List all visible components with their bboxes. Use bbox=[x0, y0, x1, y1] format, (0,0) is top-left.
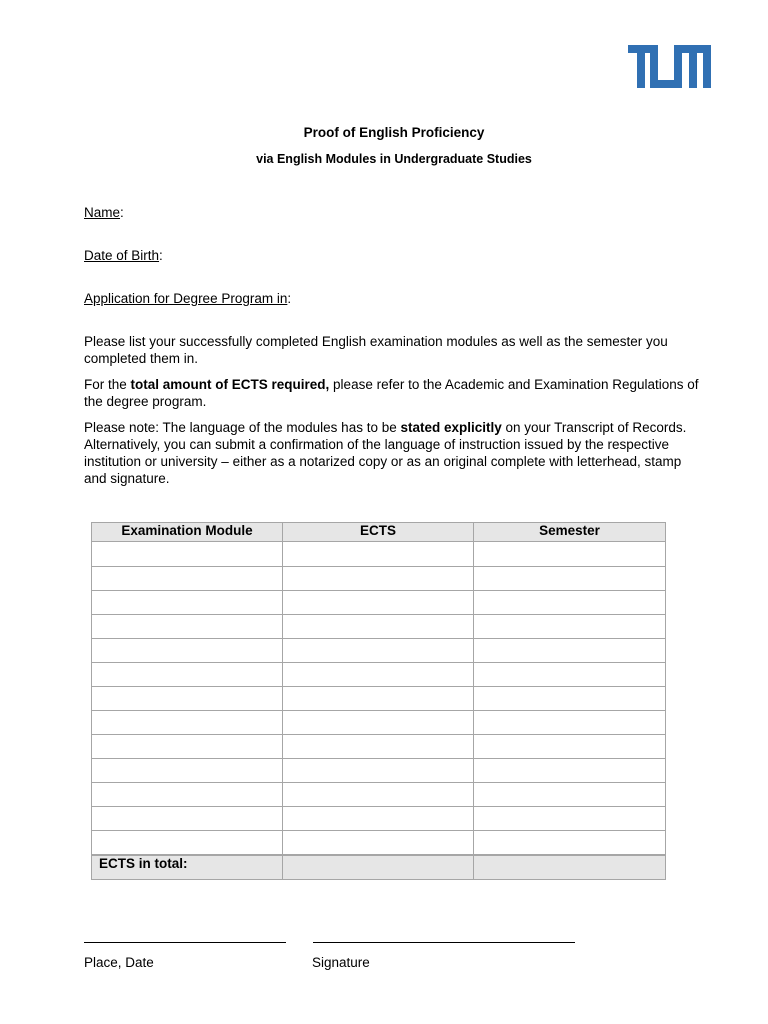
module-cell[interactable] bbox=[92, 567, 283, 591]
modules-table bbox=[91, 522, 666, 880]
header-semester: Semester bbox=[474, 523, 666, 542]
instructions-paragraph: Please list your successfully completed English examination modules as well as the semester you completed them in. bbox=[84, 334, 668, 366]
semester-cell[interactable] bbox=[474, 567, 666, 591]
dob-colon: : bbox=[159, 248, 163, 263]
language-note-prefix: Please note: The language of the modules has to be bbox=[84, 420, 401, 435]
semester-cell[interactable] bbox=[474, 542, 666, 567]
table-row bbox=[92, 639, 666, 663]
ects-cell[interactable] bbox=[283, 591, 474, 615]
semester-cell[interactable] bbox=[474, 639, 666, 663]
table-row bbox=[92, 711, 666, 735]
ects-cell[interactable] bbox=[283, 542, 474, 567]
semester-cell[interactable] bbox=[474, 663, 666, 687]
semester-cell[interactable] bbox=[474, 759, 666, 783]
table-row bbox=[92, 807, 666, 831]
signature-line[interactable] bbox=[313, 942, 575, 943]
ects-cell[interactable] bbox=[283, 783, 474, 807]
ects-cell[interactable] bbox=[283, 759, 474, 783]
semester-cell[interactable] bbox=[474, 711, 666, 735]
ects-cell[interactable] bbox=[283, 639, 474, 663]
ects-cell[interactable] bbox=[283, 735, 474, 759]
module-cell[interactable] bbox=[92, 542, 283, 567]
document-subtitle: via English Modules in Undergraduate Studies bbox=[256, 152, 532, 166]
semester-cell[interactable] bbox=[474, 735, 666, 759]
total-semester-cell[interactable] bbox=[474, 855, 666, 880]
ects-note-prefix: For the bbox=[84, 377, 131, 392]
name-label: Name bbox=[84, 205, 121, 220]
semester-cell[interactable] bbox=[474, 615, 666, 639]
place-date-label: Place, Date bbox=[84, 955, 154, 970]
semester-cell[interactable] bbox=[474, 783, 666, 807]
module-cell[interactable] bbox=[92, 783, 283, 807]
ects-cell[interactable] bbox=[283, 663, 474, 687]
table-row bbox=[92, 542, 666, 567]
table-row bbox=[92, 567, 666, 591]
module-cell[interactable] bbox=[92, 711, 283, 735]
ects-total-label: ECTS in total: bbox=[92, 855, 283, 880]
language-note-bold: stated explicitly bbox=[400, 420, 502, 435]
date-of-birth-label: Date of Birth bbox=[84, 248, 160, 263]
ects-note-suffix: please refer to the Academic and Examination Regulations of the degree program. bbox=[84, 377, 699, 409]
table-row bbox=[92, 687, 666, 711]
module-cell[interactable] bbox=[92, 663, 283, 687]
language-note-paragraph bbox=[84, 419, 704, 487]
name-colon: : bbox=[120, 205, 124, 220]
degree-program-label: Application for Degree Program in bbox=[84, 291, 288, 306]
header-examination-module: Examination Module bbox=[92, 523, 283, 542]
module-cell[interactable] bbox=[92, 735, 283, 759]
semester-cell[interactable] bbox=[474, 591, 666, 615]
table-row bbox=[92, 663, 666, 687]
signature-label: Signature bbox=[312, 955, 370, 970]
ects-cell[interactable] bbox=[283, 615, 474, 639]
name-field[interactable] bbox=[84, 205, 124, 220]
semester-cell[interactable] bbox=[474, 831, 666, 856]
module-cell[interactable] bbox=[92, 591, 283, 615]
document-title: Proof of English Proficiency bbox=[303, 125, 485, 140]
table-row bbox=[92, 759, 666, 783]
table-row bbox=[92, 783, 666, 807]
semester-cell[interactable] bbox=[474, 687, 666, 711]
ects-cell[interactable] bbox=[283, 687, 474, 711]
module-cell[interactable] bbox=[92, 807, 283, 831]
table-body bbox=[92, 542, 666, 880]
ects-cell[interactable] bbox=[283, 711, 474, 735]
table-header-row bbox=[92, 523, 666, 542]
table-total-row bbox=[92, 855, 666, 880]
module-cell[interactable] bbox=[92, 639, 283, 663]
place-date-line[interactable] bbox=[84, 942, 286, 943]
module-cell[interactable] bbox=[92, 759, 283, 783]
ects-note-paragraph bbox=[84, 376, 704, 410]
module-cell[interactable] bbox=[92, 615, 283, 639]
tum-logo bbox=[628, 45, 711, 88]
ects-cell[interactable] bbox=[283, 831, 474, 856]
table-row bbox=[92, 591, 666, 615]
ects-total-value-cell[interactable] bbox=[283, 855, 474, 880]
date-of-birth-field[interactable] bbox=[84, 248, 163, 263]
table-row bbox=[92, 735, 666, 759]
ects-cell[interactable] bbox=[283, 567, 474, 591]
semester-cell[interactable] bbox=[474, 807, 666, 831]
ects-cell[interactable] bbox=[283, 807, 474, 831]
table-row bbox=[92, 615, 666, 639]
header-ects: ECTS bbox=[283, 523, 474, 542]
program-colon: : bbox=[287, 291, 292, 306]
ects-note-bold: total amount of ECTS required, bbox=[130, 377, 330, 392]
table-row bbox=[92, 831, 666, 856]
degree-program-field[interactable] bbox=[84, 291, 291, 306]
module-cell[interactable] bbox=[92, 831, 283, 856]
module-cell[interactable] bbox=[92, 687, 283, 711]
language-note-suffix: on your Transcript of Records. Alternatively, you can submit a confirmation of the language of instruction issued by the respective institution or university – either as a notarized copy or as an original complete with letterhead, stamp and signature. bbox=[84, 420, 687, 486]
